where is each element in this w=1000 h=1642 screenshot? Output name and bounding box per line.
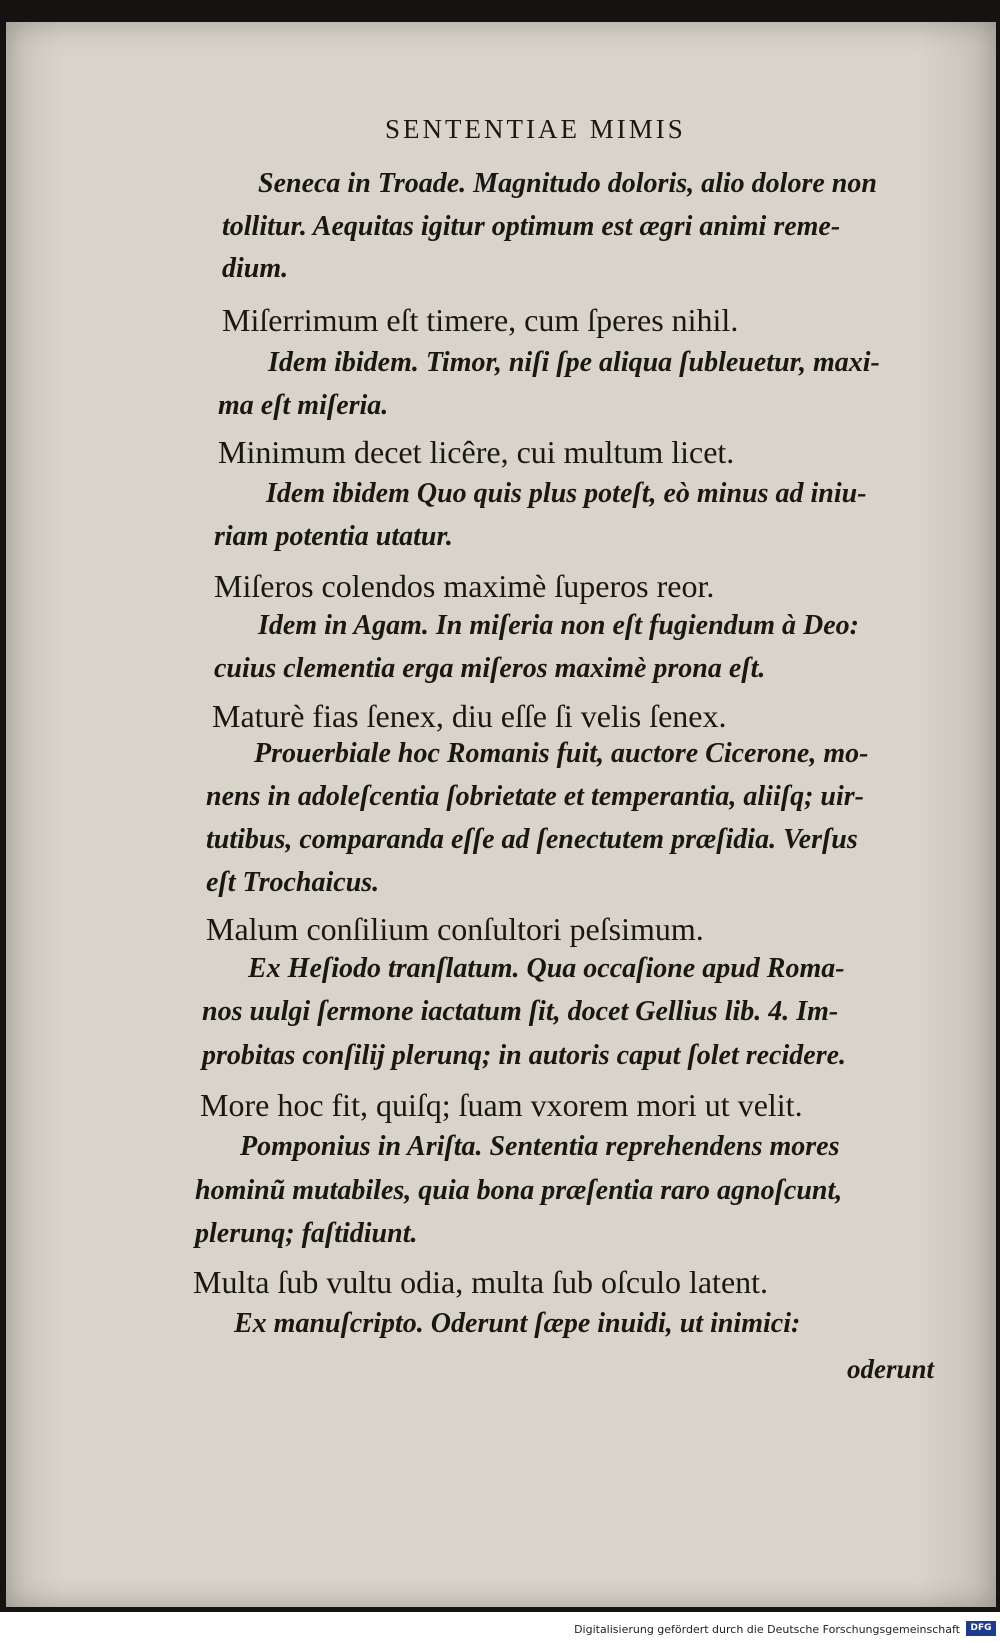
text-line: eſt Trochaicus. — [206, 867, 380, 898]
sententia-line: Maturè fias ſenex, diu eſſe ſi velis ſenex. — [212, 698, 727, 734]
text-line: probitas conſilij plerunq; in autoris caput ſolet recidere. — [202, 1040, 847, 1071]
catchword: oderunt — [847, 1354, 935, 1384]
text-line: tutibus, comparanda eſſe ad ſenectutem præſidia. Verſus — [206, 824, 858, 855]
text-line: plerunq; faſtidiunt. — [195, 1218, 418, 1249]
text-line: riam potentia utatur. — [214, 521, 453, 552]
text-line: Idem ibidem Quo quis plus poteſt, eò minus ad iniu- — [266, 478, 867, 509]
text-line: Idem ibidem. Timor, niſi ſpe aliqua ſubleuetur, maxi- — [268, 347, 880, 378]
sententia-line: Miſerrimum eſt timere, cum ſperes nihil. — [222, 302, 739, 338]
text-line: Ex manuſcripto. Oderunt ſæpe inuidi, ut inimici: — [234, 1308, 801, 1339]
text-line: tollitur. Aequitas igitur optimum est ægri animi reme- — [222, 211, 841, 242]
running-head: SENTENTIAE MIMIS — [385, 114, 686, 144]
text-line: nens in adoleſcentia ſobrietate et temperantia, aliiſq; uir- — [206, 781, 864, 812]
text-line: Ex Heſiodo tranſlatum. Qua occaſione apud Roma- — [248, 953, 845, 984]
sententia-line: Minimum decet licêre, cui multum licet. — [218, 434, 735, 470]
text-line: Seneca in Troade. Magnitudo doloris, alio dolore non — [258, 168, 877, 199]
text-line: ma eſt miſeria. — [218, 390, 389, 421]
text-line: nos uulgi ſermone iactatum ſit, docet Gellius lib. 4. Im- — [202, 996, 839, 1027]
sententia-line: More hoc fit, quiſq; ſuam vxorem mori ut velit. — [200, 1087, 803, 1123]
digitization-credit: Digitalisierung gefördert durch die Deutsche Forschungsgemeinschaft — [574, 1623, 960, 1636]
text-line: cuius clementia erga miſeros maximè prona eſt. — [214, 653, 766, 684]
text-line: Pomponius in Ariſta. Sententia reprehendens mores — [240, 1131, 840, 1162]
sententia-line: Malum conſilium conſultori peſsimum. — [206, 911, 704, 947]
text-line: hominũ mutabiles, quia bona præſentia raro agnoſcunt, — [195, 1175, 843, 1206]
sententia-line: Multa ſub vultu odia, multa ſub oſculo latent. — [193, 1264, 769, 1300]
text-line: Idem in Agam. In miſeria non eſt fugiendum à Deo: — [258, 610, 860, 641]
text-line: Prouerbiale hoc Romanis fuit, auctore Cicerone, mo- — [254, 738, 869, 769]
dfg-logo: DFG — [966, 1621, 996, 1636]
text-line: dium. — [222, 253, 289, 284]
sententia-line: Miſeros colendos maximè ſuperos reor. — [214, 568, 715, 604]
